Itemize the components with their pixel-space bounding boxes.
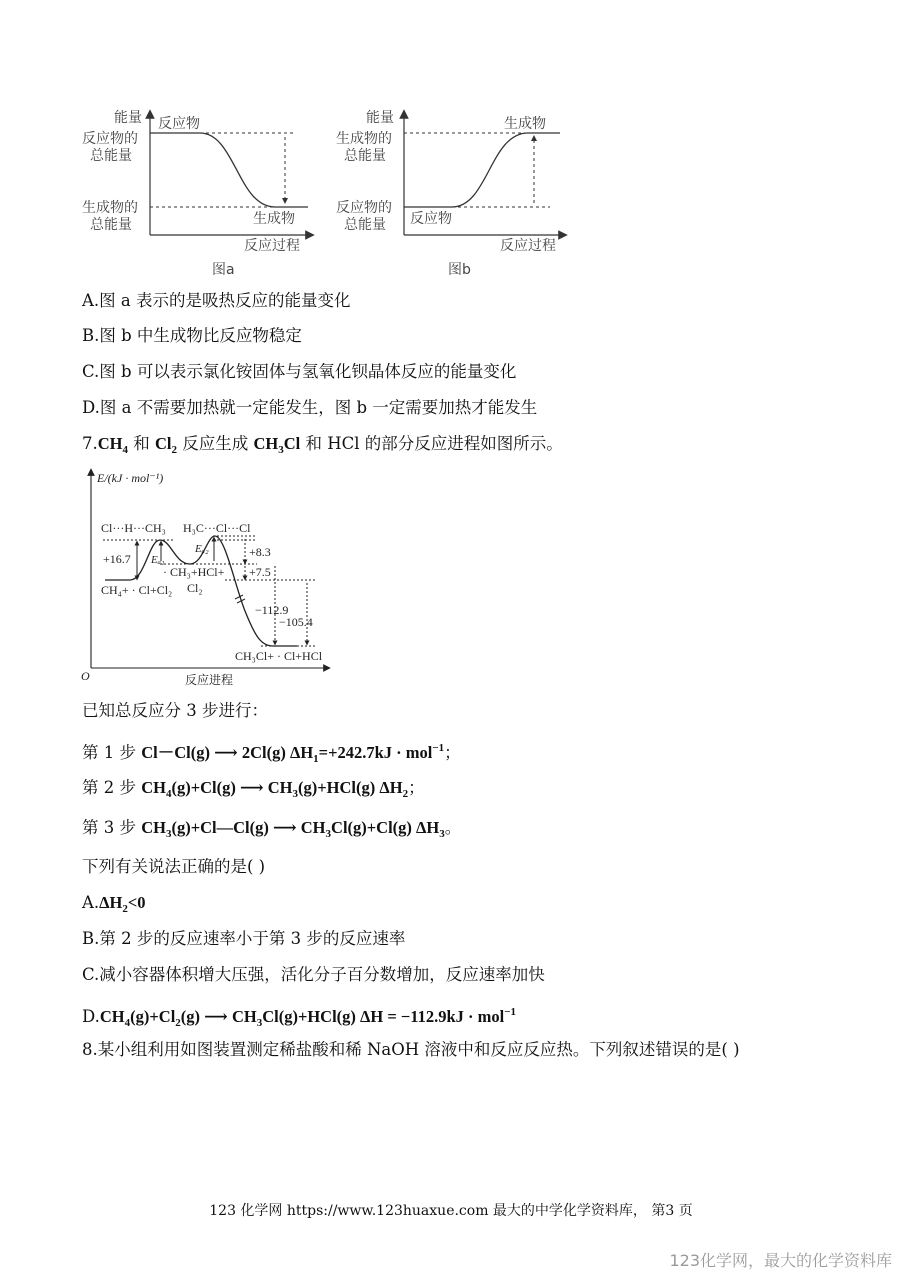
step2-a-sub: 4 [165,788,172,800]
q7-ch4-text: CH [97,434,123,453]
step2-end: ； [408,778,425,797]
fig-b-reactant-total-1: 反应物的 [336,200,392,216]
q7-cl2 [155,434,177,456]
step1-equation [141,742,445,765]
step1-val: =+242.7kJ · mol [318,743,433,762]
q7-option-d [82,1001,516,1034]
q7-question: 下列有关说法正确的是( ) [82,857,266,876]
opt-d-cl: (g)+Cl [130,1007,176,1026]
opt-d-arrow: (g) ⟶ CH [180,1007,257,1026]
q7-cl2-text: Cl [155,434,172,453]
step1-eq: Cl－Cl(g) ⟶ 2Cl(g) ΔH [141,743,314,762]
fig-a-product-label: 生成物 [253,211,295,227]
q6-option-b: B.图 b 中生成物比反应物稳定 [82,326,302,345]
fig-b-product-total-2: 总能量 [344,148,386,164]
energy-diagrams [70,100,590,290]
fig7-reactants: CH₄+ · Cl+Cl₂ [101,583,173,597]
fig-a-x-axis: 反应过程 [244,238,300,254]
step2-c-sub: 2 [402,788,409,800]
step3-b-sub: 3 [325,828,332,840]
q7-step1 [82,737,461,770]
opt-a-sub: 2 [122,903,128,915]
opt-d-sub2: 2 [175,1017,181,1029]
fig7-v1: +16.7 [103,552,131,566]
opt-a-formula [99,893,146,915]
fig-a-reactant-label: 反应物 [158,116,200,132]
q7-produce: 反应生成 [177,434,254,453]
q7-rest: 和 HCl 的部分反应进程如图所示。 [300,434,563,453]
fig7-v3: +7.5 [249,565,271,579]
q6-option-a: A.图 a 表示的是吸热反应的能量变化 [82,291,351,310]
step3-c-sub: 3 [439,828,445,840]
q7-ch3cl-cl: Cl [283,434,301,453]
q7-ch4 [97,434,128,456]
fig-b-y-axis: 能量 [366,110,394,126]
fig-b-reactant-label: 反应物 [410,211,452,227]
q6-option-d: D.图 a 不需要加热就一定能发生，图 b 一定需要加热才能发生 [82,398,538,417]
opt-a-letter: A. [82,893,100,912]
fig-a-caption: 图a [212,262,235,278]
fig7-v2: +8.3 [249,545,271,559]
fig-b-reactant-total-2: 总能量 [344,217,386,233]
q8-stem: 8.某小组利用如图装置测定稀盐酸和稀 NaOH 溶液中和反应反应热。下列叙述错误的是( ) [82,1040,740,1059]
step3-b: (g)+Cl—Cl(g) ⟶ CH [171,818,326,837]
step2-label: 第 2 步 [82,778,142,797]
step1-end: ； [444,743,461,762]
fig7-products: CH₃Cl+ · Cl+HCl [235,649,323,663]
q6-option-c: C.图 b 可以表示氯化铵固体与氢氧化钡晶体反应的能量变化 [82,362,517,381]
opt-a-dh: ΔH [99,893,123,912]
fig-b-product-label: 生成物 [504,116,546,132]
q7-option-a [82,892,146,920]
step2-b: (g)+Cl(g) ⟶ CH [171,778,293,797]
fig-b-caption: 图b [448,262,471,278]
step2-b-sub: 3 [292,788,299,800]
step3-a-sub: 3 [165,828,172,840]
q7-ch4-sub: 4 [122,444,128,456]
q7-num: 7. [82,434,98,453]
q7-ch3cl [253,434,301,456]
fig7-ts1: Cl···H···CH₃ [101,521,166,535]
step1-sub: 1 [313,753,319,765]
step3-label: 第 3 步 [82,818,142,837]
fig-a-reactant-total-2: 总能量 [90,148,132,164]
page-footer: 123 化学网 https://www.123huaxue.com 最大的中学化学资料库， 第3 页 [209,1203,693,1219]
step2-equation [141,778,409,800]
fig7-v4: −112.9 [255,603,289,617]
fig-a-product-total-1: 生成物的 [82,200,138,216]
fig-a-reactant-total-1: 反应物的 [82,131,138,147]
reaction-progress-diagram [75,466,345,691]
q7-option-b: B.第 2 步的反应速率小于第 3 步的反应速率 [82,929,406,948]
fig7-ts2: H₃C···Cl···Cl [183,521,251,535]
figure-a [82,109,310,278]
step3-c: Cl(g)+Cl(g) ΔH [331,818,440,837]
q7-and: 和 [128,434,155,453]
opt-d-sub1: 4 [124,1017,131,1029]
q7-ch3cl-text: CH [253,434,279,453]
opt-d-letter: D. [82,1007,100,1026]
step3-equation [141,818,445,840]
fig7-x-axis: 反应进程 [185,673,234,687]
step1-sup: −1 [432,742,445,754]
q7-step2 [82,777,425,805]
fig7-ea2: Eₐ₂ [195,543,209,555]
q7-intro: 已知总反应分 3 步进行： [82,701,268,720]
fig-b-x-axis: 反应过程 [500,238,556,254]
step2-c: (g)+HCl(g) ΔH [298,778,403,797]
fig7-intermediate-2: Cl₂ [187,581,203,595]
fig7-y-axis: E/(kJ · mol⁻¹) [97,471,164,485]
q7-option-c: C.减小容器体积增大压强，活化分子百分数增加，反应速率加快 [82,965,545,984]
opt-d-sup: −1 [504,1006,517,1018]
fig-a-product-total-2: 总能量 [90,217,132,233]
watermark: 123化学网，最大的化学资料库 [669,1251,892,1270]
fig-b-product-total-1: 生成物的 [336,131,392,147]
figure-b [336,109,563,278]
fig-a-y-axis: 能量 [114,110,142,126]
q7-cl2-sub: 2 [171,444,177,456]
fig7-v5: −105.4 [279,615,313,629]
fig7-ea1: Eₐ₁ [151,554,165,566]
opt-d-sub3: 3 [256,1017,263,1029]
fig7-origin: O [81,669,90,683]
fig7-intermediate-1: · CH₃+HCl+ [163,565,225,579]
q7-step3 [82,817,461,845]
q7-ch3cl-sub: 3 [278,444,284,456]
step2-a: CH [141,778,166,797]
step3-end: 。 [444,818,462,837]
opt-d-rest: Cl(g)+HCl(g) ΔH = −112.9kJ · mol [262,1007,505,1026]
step3-a: CH [141,818,166,837]
opt-d-formula [99,1006,517,1029]
step1-label: 第 1 步 [82,743,142,762]
opt-a-lt: <0 [127,893,146,912]
q7-stem [82,433,563,461]
opt-d-ch: CH [99,1007,125,1026]
